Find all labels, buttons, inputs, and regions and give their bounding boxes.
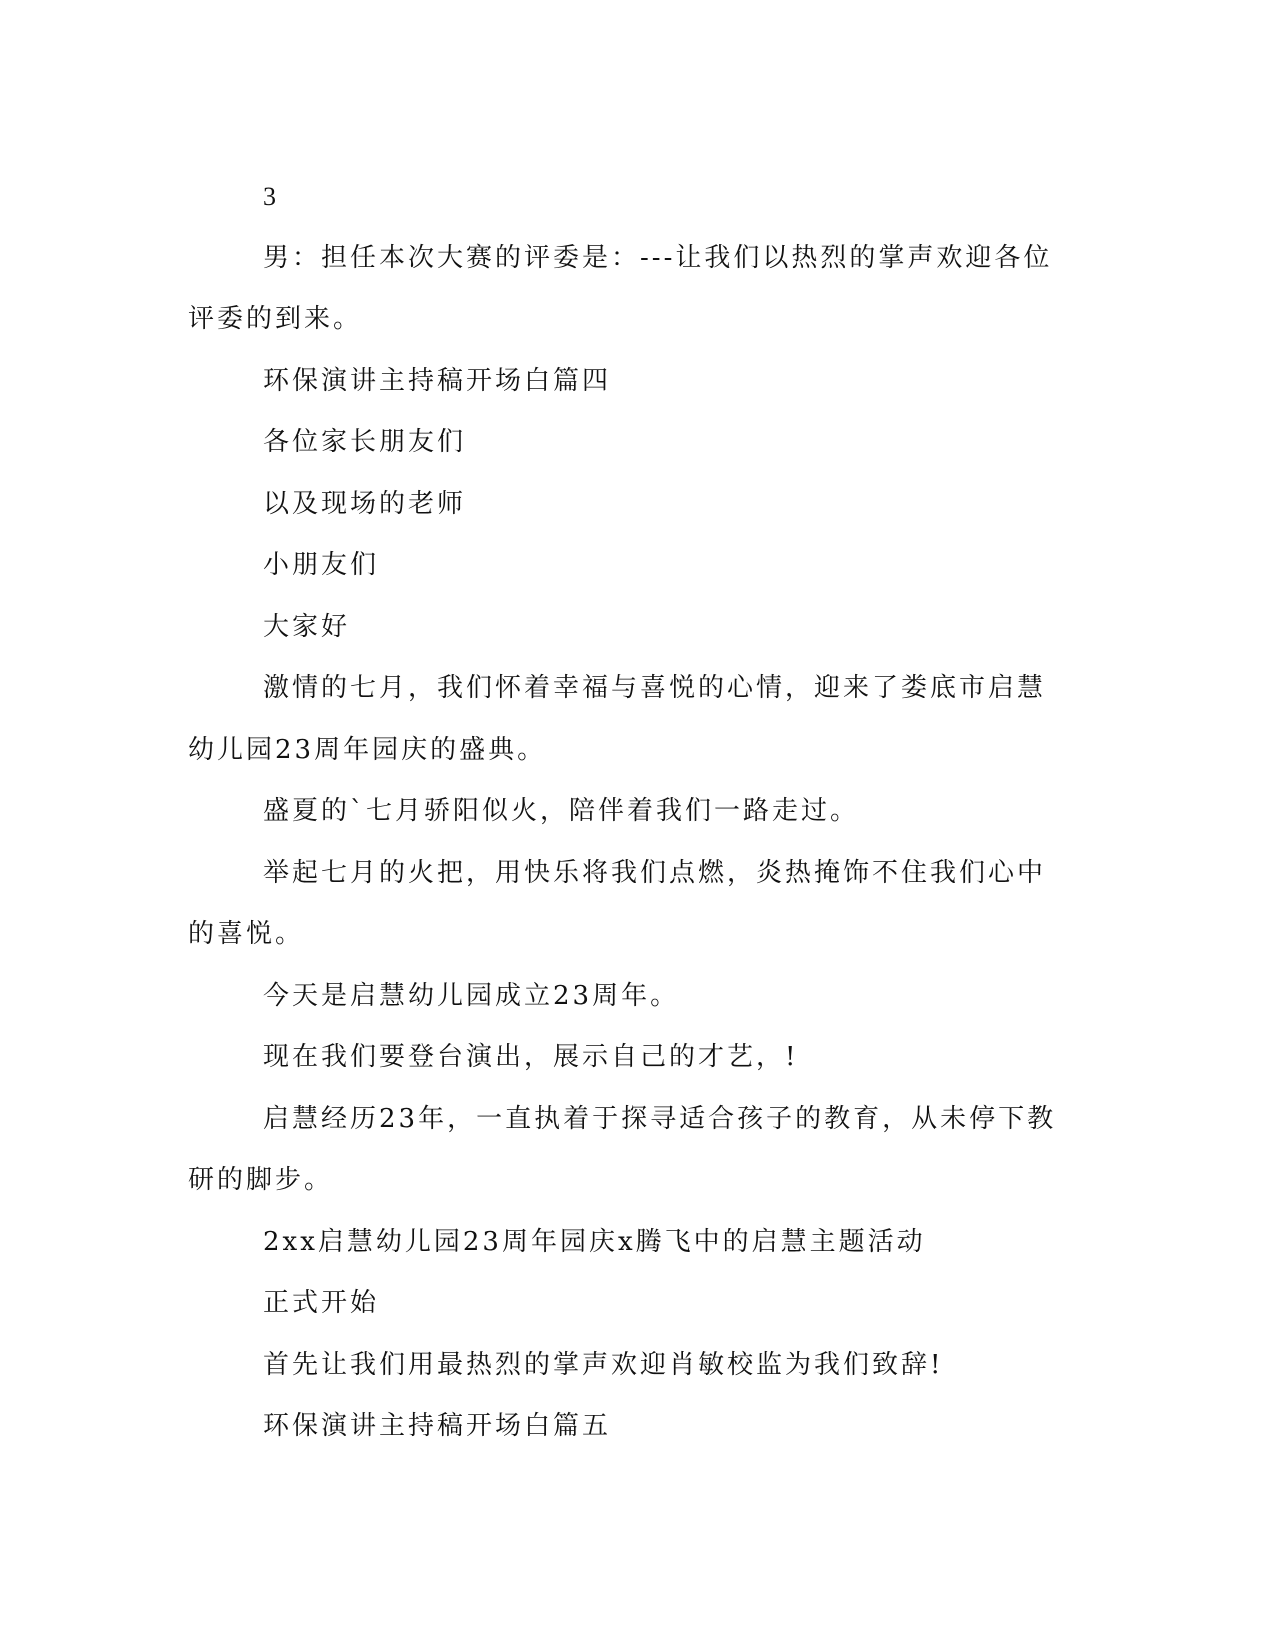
paragraph: 盛夏的`七月骄阳似火，陪伴着我们一路走过。 [263,796,860,826]
paragraph: 今天是启慧幼儿园成立23周年。 [263,980,680,1011]
paragraph: 大家好 [263,611,351,642]
paragraph: 2xx启慧幼儿园23周年园庆x腾飞中的启慧主题活动 [263,1226,926,1257]
paragraph: 举起七月的火把，用快乐将我们点燃，炎热掩饰不住我们心中的喜悦。 [188,857,1047,949]
paragraph: 男：担任本次大赛的评委是：---让我们以热烈的掌声欢迎各位评委的到来。 [188,242,1053,334]
page-number-line: 3 [263,182,279,211]
paragraph: 正式开始 [263,1288,380,1318]
paragraph: 激情的七月，我们怀着幸福与喜悦的心情，迎来了娄底市启慧幼儿园23周年园庆的盛典。 [188,673,1047,765]
paragraph: 首先让我们用最热烈的掌声欢迎肖敏校监为我们致辞! [263,1349,944,1380]
section-heading: 环保演讲主持稿开场白篇四 [263,365,612,396]
paragraph: 以及现场的老师 [263,488,467,519]
paragraph: 启慧经历23年，一直执着于探寻适合孩子的教育，从未停下教研的脚步。 [188,1103,1057,1195]
document-body [188,166,1068,1458]
paragraph: 各位家长朋友们 [263,427,467,457]
paragraph: 小朋友们 [263,550,380,580]
paragraph: 现在我们要登台演出，展示自己的才艺，! [263,1042,799,1072]
section-heading: 环保演讲主持稿开场白篇五 [263,1411,612,1441]
